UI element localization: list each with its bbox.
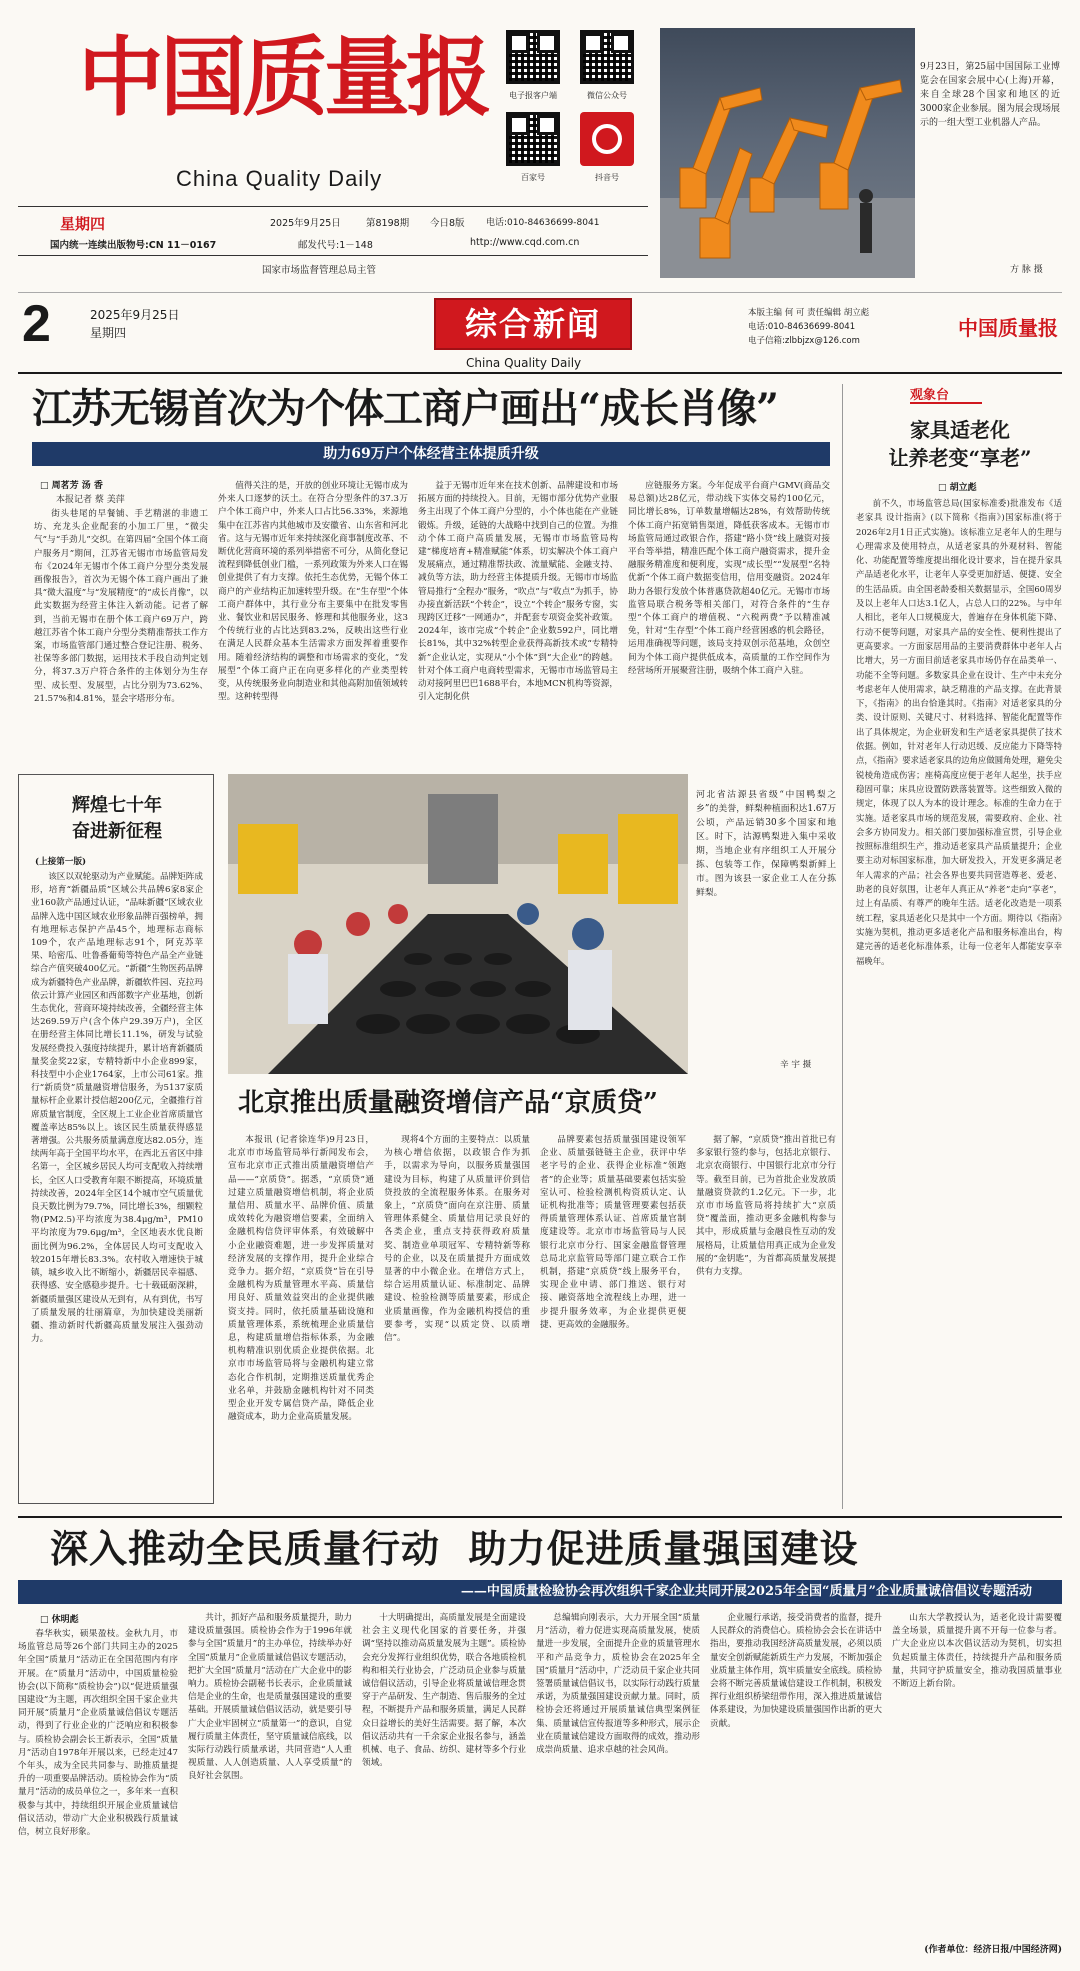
mid-photo-credit: 辛 宇 摄 <box>780 1060 812 1070</box>
beijing-headline: 北京推出质量融资增信产品“京质贷” <box>238 1088 658 1118</box>
pear-sorting-illustration <box>228 774 688 1074</box>
pear-sorting-photo <box>228 774 688 1074</box>
masthead <box>0 0 1080 290</box>
masthead-title: 中国质量报 <box>78 27 488 128</box>
lead-subhead-bar <box>32 442 830 466</box>
beijing-col-3: 品牌要素包括质量强国建设领军企业、质量强链链主企业，获评中华老字号的企业、获得企业标准“领跑者”的企业等；质量基础要素包括实验室认可、检验检测机构资质认定、认证机构批准等；质量管理要素包括获得质量管理体系认证、首席质量官制度建设等。北京市市场监管局与人民银行北京市分行、国家金融监督管理总局北京监管局等部门建立联合工作机制，搭建“京质贷”线上服务平台，实现企业申请、部门推送、银行对接、融资落地全流程线上办理，进一步提升服务效率，为企业提供更便捷、更高效的金融服务。 <box>540 1135 686 1330</box>
sidebar-divider <box>842 384 843 1509</box>
lead-col-2: 值得关注的是，开放的创业环境让无锡市成为外来人口逐梦的沃土。在符合分型条件的37.3万户个体工商户中，外来人口占比56.33%，来源地集中在江苏省内其他城市及安徽省、山东省和河北省。这与无锡市近年来持续深化商事制度改革、不断优化营商环境的系列举措密不可分，从简化登记流程到降低创业门槛，一系列政策为外来人口在锡创业提供了有力支撑。依托生态优势，无锡个体工商户的产业结构正加速转型升级。在“生存型”个体工商户群体中，其行业分布主要集中在批发零售业、餐饮业和居民服务、修理和其他服务业，这3个传统行业的占比达到83.2%，反映出这些行业在满足人民群众基本生活需求方面发挥着重要作用。随着经济结构的调整和市场需求的变化，“发展型”个体工商户正在向更多样化的产业类型转变，从传统服务业向制造业和其他高附加值领域转型。这种转型得 <box>218 481 408 703</box>
qr-label: 微信公众号 <box>587 91 627 100</box>
lead-byline-2: 本报记者 蔡 美萍 <box>56 495 125 505</box>
qr-code-icon <box>506 112 560 166</box>
lead-subhead: 助力69万户个体经营主体提质升级 <box>323 446 539 462</box>
beijing-col-4: 据了解，“京质贷”推出首批已有多家银行签约参与，包括北京银行、北京农商银行、中国银行北京市分行等。截至目前，已为首批企业发放质量融资贷款约1.2亿元。下一步，北京市市场监管局将持续扩大“京质贷”覆盖面，推动更多金融机构参与其中，形成质量与金融良性互动的发展格局，让质量信用真正成为企业发展的“金钥匙”，为首都高质量发展提供有力支撑。 <box>696 1135 836 1278</box>
lead-headline: 江苏无锡首次为个体工商户画出“成长肖像” <box>32 385 779 432</box>
page-phone: 电话:010-84636699-8041 <box>748 322 856 332</box>
top-photo-caption: 9月23日，第25届中国国际工业博览会在国家会展中心(上海)开幕，来自全球28个国家和地区的近3000家企业参展。图为展会现场展示的一组大型工业机器人产品。 <box>920 62 1060 128</box>
section-banner <box>434 298 632 350</box>
bottom-col-2: 共计，抓好产品和服务质量提升，助力建设质量强国。质检协会作为于1996年就参与全国“质量月”的主办单位，持续举办好全国“质量月”企业质量诚信倡议专题活动，把扩大全国“质量月”活动在广大企业中的影响力。质检协会副秘书长表示，企业质量诚信是企业的生命，也是质量强国建设的重要基础。开展质量诚信倡议活动，就是要引导广大企业牢固树立“质量第一”的意识，自觉履行质量主体责任，坚守质量诚信底线，以实际行动践行质量承诺，共同营造“人人重视质量、人人创造质量、人人享受质量”的良好社会氛围。 <box>188 1613 352 1782</box>
bottom-col-1: 春华秋实，硕果盈枝。金秋九月，市场监管总局等26个部门共同主办的2025年全国“质量月”活动正在全国范围内有序开展。在“质量月”活动中，中国质量检验协会(以下简称“质检协会”)以“促进质量强国建设”为主题，再次组织全国千家企业共同开展“质量月”企业质量诚信倡议专题活动，得到了行业企业的广泛响应和积极参与。质检协会副会长王新表示，全国“质量月”活动自1978年开展以来，已经走过47个年头，成为全民共同参与、助推质量提升的一项重要品牌活动。质检协会作为“质量月”活动的成员单位之一，多年来一直积极参与其中，持续组织开展企业质量诚信倡议活动，带动广大企业积极践行质量诚信，树立良好形象。 <box>18 1629 178 1838</box>
masthead-issue: 第8198期 <box>366 218 410 229</box>
post-code: 邮发代号:1－148 <box>298 240 373 251</box>
inset-box <box>18 774 214 1504</box>
masthead-phone: 电话:010-84636699-8041 <box>486 218 600 228</box>
lead-byline: □ 周茗芳 汤 香 <box>40 481 103 491</box>
inset-continued: (上接第一版) <box>35 857 87 867</box>
page-number: 2 <box>22 295 51 353</box>
lead-col-3: 益于无锡市近年来在技术创新、品牌建设和市场拓展方面的持续投入。目前，无锡市部分优势产业服务主出现了个体工商户分型的，小个体也能在产业链锻炼。升级，延链的大战略中找到自己的位置。为推动个体工商户高质量发展，无锡市市场监管局构建“梯度培育+精准赋能”体系，切实解决个体工商户发展痛点，通过精准帮扶政、流量赋能、金融支持、减负等方法，助力经营主体提质升级。无锡市市场监管局推行“全程办”服务，“吹点”与“收点”为抓手，协办接直新活跃“个转企”，设立“个转企”服务专窗，实现跨区迁移“一网通办”，并配套专项资金奖补政策。2024年，该市完成“个转企”企业数592户，同比增长81%，其中32%转型企业获得高新技术或“专精特新”企业认定，实现从“小个体”到“大企业”的跨越。针对个体工商户电商转型需求，无锡市市场监管局主动对接阿里巴巴1688平台，本地MCN机构等资源，引入定制化供 <box>418 481 618 703</box>
header-rule <box>18 292 1062 293</box>
masthead-date: 2025年9月25日 <box>270 218 341 229</box>
bottom-col-4: 总编辑向刚表示，大力开展全国“质量月”活动，着力促进实现高质量发展，使质量进一步发展，全面提升企业的质量管理水平和产品竞争力，质检协会在2025年全国“质量月”活动中，广泛动员千家企业共同签署质量诚信倡议书，以实际行动践行质量承诺，为质量强国建设贡献力量。同时，质检协会还将通过开展质量诚信典型案例征集、质量诚信宣传报道等多种形式，展示企业在质量诚信建设方面取得的成效，推动形成崇尚质量、追求卓越的社会风尚。 <box>536 1613 700 1756</box>
qr-label: 抖音号 <box>595 173 619 182</box>
sidebar-tag-label: 观象台 <box>910 388 950 403</box>
section-subtitle: China Quality Daily <box>466 356 582 370</box>
sidebar-body: 前不久，市场监管总局(国家标准委)批准发布《适老家具 设计指南》(以下简称《指南》)国家标准(将于2026年2月1日正式实施)。该标准立足老年人的生理与心理需求及使用特点，从适老家具的外观材料、智能化、功能配置等维度提出细化设计要求，旨在提升家具产品适老化水平，让老年人享受更加舒适、便捷、安全的生活品质。由全国老龄委相关数据显示，全国60周岁及以上老年人口达3.1亿人，占总人口的22%。与中年人相比，老年人口规模庞大，普遍存在身体机能下降、行动不便等问题，对家具产品的安全性、便利性提出了更高要求。一方面家居用品的主要消费群体中老年人占比增大，另一方面目前适老家具市场仍存在品类单一、功能不全等问题。多数家具企业在设计、生产中未充分考虑老年人使用需求，缺乏精准的产品支撑。在此背景下，《指南》的出台恰逢其时。《指南》对适老家具的分类、设计原则、关键尺寸、材料选择、智能化配置等作出了具体规定，为企业研发和生产适老家具提供了技术依据。例如，针对老年人行动迟缓、反应能力下降等特点，《指南》要求适老家具的边角应做圆角处理，避免尖锐棱角造成伤害；座椅高度应便于老年人起坐，扶手应稳固可靠；床具应设置防跌落装置等。这些细致入微的规定，体现了以人为本的设计理念。标准的生命力在于实施。适老家具市场的规范发展，需要政府、企业、社会多方协同发力。相关部门要加强标准宣贯，引导企业按照标准组织生产，推动适老家具产品质量提升；企业要主动对标国家标准，加大研发投入，开发更多满足老年人需求的产品；社会各界也要共同营造尊老、爱老、助老的良好氛围，让老年人真正从“养老”走向“享老”，过上有品质、有尊严的晚年生活。适老化改造是一项系统工程，家具适老化只是其中一个方面。期待以《指南》实施为契机，推动更多适老化产品和服务标准出台，构建完善的适老化标准体系，让每一位老年人都能安享幸福晚年。 <box>856 498 1062 966</box>
bottom-rule <box>18 1516 1062 1518</box>
robot-arm-illustration <box>660 28 915 278</box>
masthead-pages: 今日8版 <box>430 218 465 229</box>
beijing-col-2: 现将4个方面的主要特点：以质量为核心增信依据，以政银合作为抓手，以需求为导向，以服务质量强国建设为目标，构建了从质量评价到信贷投放的全流程服务体系。在服务对象上，“京质贷”面向在京注册、质量管理体系健全、质量信用记录良好的各类企业，重点支持获得政府质量奖、制造业单项冠军、专精特新等称号的企业，以及在质量提升方面成效显著的中小微企业。在增信方式上，综合运用质量认证、标准制定、品牌建设、检验检测等质量要素，形成企业质量画像，作为金融机构授信的重要参考，实现“以质定贷、以质增信”。 <box>384 1135 530 1344</box>
sidebar-headline: 家具适老化 让养老变“享老” <box>888 418 1032 470</box>
sidebar-byline: □ 胡立彪 <box>938 483 977 493</box>
date-bar <box>18 206 648 256</box>
section-title: 综合新闻 <box>464 305 601 343</box>
douyin-logo-icon <box>580 112 634 166</box>
bottom-col-3: 十大明确提出，高质量发展是全面建设社会主义现代化国家的首要任务，并强调“坚持以推动高质量发展为主题”。质检协会充分发挥行业组织优势，联合各地质检机构和相关行业协会，广泛动员企业参与质量诚信倡议活动，引导企业将质量诚信理念贯穿于产品研发、生产制造、售后服务的全过程，不断提升产品和服务质量，满足人民群众日益增长的美好生活需要。据了解，本次倡议活动共有一千余家企业报名参与，涵盖机械、电子、食品、纺织、建材等多个行业领域。 <box>362 1613 526 1769</box>
page-date: 2025年9月25日 <box>90 308 180 322</box>
qr-label: 电子报客户端 <box>509 91 557 100</box>
sponsor: 国家市场监督管理总局主管 <box>262 265 377 276</box>
mid-photo-caption: 河北省沽源县省级“中国鸭梨之乡”的美誉，鲜梨种植面积达1.67万公顷，产品远销30多个国家和地区。时下，沽源鸭梨进入集中采收期，当地企业有序组织工人开展分拣、包装等工作，保障鸭梨新鲜上市。图为该县一家企业工人在分拣鲜梨。 <box>696 790 836 898</box>
cn-number: 国内统一连续出版物号:CN 11－0167 <box>50 240 217 251</box>
bottom-subhead: ——中国质量检验协会再次组织千家企业共同开展2025年全国“质量月”企业质量诚信倡议专题活动 <box>460 1584 1032 1599</box>
masthead-subtitle: China Quality Daily <box>176 166 383 191</box>
bottom-byline: □ 休明彪 <box>40 1615 79 1625</box>
qr-label: 百家号 <box>521 173 545 182</box>
page-weekday: 星期四 <box>90 326 127 340</box>
bottom-subhead-bar <box>18 1580 1062 1604</box>
qr-code-icon <box>506 30 560 84</box>
bottom-footer: (作者单位：经济日报/中国经济网) <box>924 1945 1062 1955</box>
bottom-col-5: 企业履行承诺，接受消费者的监督，提升人民群众的消费信心。质检协会会长在讲话中指出，要推动我国经济高质量发展，必须以质量安全创新赋能新质生产力发展，不断加强企业质量主体作用，筑牢质量安全底线。质检协会将不断完善质量诚信建设工作机制，积极发挥行业组织桥梁纽带作用，深入推进质量诚信体系建设，为加快建设质量强国作出新的更大贡献。 <box>710 1613 882 1729</box>
website[interactable]: http://www.cqd.com.cn <box>470 237 580 248</box>
beijing-col-1: 本报讯 (记者徐连华)9月23日，北京市市场监管局举行新闻发布会，宣布北京市正式推出质量融资增信产品——“京质贷”。据悉，“京质贷”通过建立质量融资增信机制，将企业质量信用、质量水平、品牌价值、质量成效转化为融资增信要素，全面纳入金融机构信贷评审体系，有效破解中小企业融资难题，进一步发挥质量对经济发展的支撑作用，提升企业综合竞争力。据介绍，“京质贷”旨在引导金融机构为质量管理水平高、质量信用良好、质量效益突出的企业提供融资支持。同时，依托质量基础设施和质量管理体系，系统梳理企业质量信息，构建质量增信指标体系，为金融机构精准识别优质企业提供依据。北京市市场监管局将与金融机构建立常态化合作机制，定期推送质量优秀企业名单，并鼓励金融机构针对不同类型企业开发专属信贷产品，降低企业融资成本，助力企业高质量发展。 <box>228 1135 374 1423</box>
page-email: 电子信箱:zlbbjzx@126.com <box>748 336 860 346</box>
sidebar-tag <box>910 384 982 404</box>
top-photo-credit: 方 脉 摄 <box>1010 265 1043 275</box>
masthead-weekday: 星期四 <box>60 215 106 233</box>
bottom-col-6: 山东大学教授认为，适老化设计需要覆盖全场景，质量提升离不开每一位参与者。广大企业应以本次倡议活动为契机，切实担负起质量主体责任，持续提升产品和服务质量，共同守护质量安全，推动我国质量事业不断迈上新台阶。 <box>892 1613 1062 1690</box>
inset-body: 该区以双轮驱动为产业赋能。品牌矩阵成形，培育“新疆品质”区域公共品牌6家8家企业160款产品通过认证，“品味新疆”区域农业品牌入选中国区域农业形象品牌百强榜单，拥有地理标志保护产品45个，地理标志商标109个，农产品地理标志91个，阿克苏苹果、哈密瓜、吐鲁番葡萄等特色产品全产业链综合产值突破400亿元。“新疆”生物医药品牌成为新疆特色产业品牌，新疆软件园、克拉玛依云计算产业园区和西部数字产业基地，创新生态优化，营商环境持续改善，全疆经营主体达269.59万户(含个体户29.39万户)，全区在册经营主体同比增长11.1%，研发与试验发展经费投入强度持续提升，累计培育新疆质量奖金奖22家，专精特新中小企业899家，科技型中小企业1764家，上市公司61家。推行“新质贷”质量融资增信服务，为5137家质量标杆企业累计授信超200亿元，全疆推行首席质量官制度，全区规上工业企业首席质量官覆盖率达85%以上。该区民生质量获得感显著增强。公共服务质量满意度达82.05分，连续两年高于全国平均水平，在西北五省区中排名第一，全区城乡居民人均可支配收入持续增长，全区人口受教育年限不断提高，环境质量持续改善，2024年全区14个城市空气质量优良天数比例为79.7%，同比增长3%，细颗粒物(PM2.5)平均浓度为38.4μg/m³，PM10平均浓度为79.6μg/m³，全区地表水优良断面比例为96.2%，全体居民人均可支配收入较2015年增长83.3%。农村收入增速快于城镇，城乡收入比不断缩小，新疆居民幸福感、获得感、安全感稳步提升。七十载砥砺深耕，新疆质量强区建设从无到有，从有到优，书写了质量发展的壮丽篇章，为加快建设美丽新疆、推动新时代新疆高质量发展注入强劲动力。 <box>31 872 203 1345</box>
editors: 本版主编 何 可 责任编辑 胡立彪 <box>748 308 870 318</box>
lead-col-4: 应链服务方案。今年促成平台商户GMV(商品交易总额)达28亿元，带动线下实体交易约100亿元，同比增长8%，订单数量增幅达28%，有效帮助传统个体工商户拓宽销售渠道，降低获客成本。无锡市市场监管局通过政银合作，搭建“路小贷”线上融资对接平台等举措，精准匹配个体工商户融资需求，提升金融服务精准度和便利度，实现“成长型”“发展型”名特优新“个体工商户数据变信用，信用变融资。2024年助力各银行发放个体普惠贷款超40亿元。无锡市市场监管局联合税务等相关部门，对符合条件的“生存型”个体工商户的增值税、“六税两费”予以精准减免，针对“生存型”个体工商户经营困惑的机会路径，运用准确视等问题，该局支持双创示范基地，众创空间为个体工商户提供低成本，高质量的工作空间作为经营场所开展聚营注册，吸纳个体工商户入驻。 <box>628 481 830 676</box>
lead-col-1: 街头巷尾的早餐铺、手艺精湛的非遗工坊、充龙头企业配套的小加工厂里，“微尖气”与“手劲儿”交织。在第四届“全国个体工商户服务月”期间，江苏省无锡市市场监管局发布《2024年无锡市个体工商户分型分类发展画像报告》，首次为无锡个体工商户画出了兼具“微大温度”与“发展精度”的“成长肖像”，以此实数据为经营主体注入新动能。记者了解到，当前无锡市在册个体工商户69万户，跨越江苏省个体工商户分型分类精准帮扶工作方案，市场监管部门通过整合登记注册、税务、社保等多部门数据，运用技术手段自动判定划分，将37.3万户符合条件的主体划分为生存型、成长型、发展型，占比分别为73.62%、21.57%和4.81%，显会字塔形分布。 <box>34 509 208 704</box>
bottom-headline: 深入推动全民质量行动 助力促进质量强国建设 <box>50 1526 859 1571</box>
expo-robot-photo <box>660 28 915 278</box>
qr-code-icon <box>580 30 634 84</box>
inset-headline: 辉煌七十年 奋进新征程 <box>72 795 162 842</box>
header-rule-bottom <box>18 372 1062 374</box>
page-logo: 中国质量报 <box>958 316 1058 340</box>
